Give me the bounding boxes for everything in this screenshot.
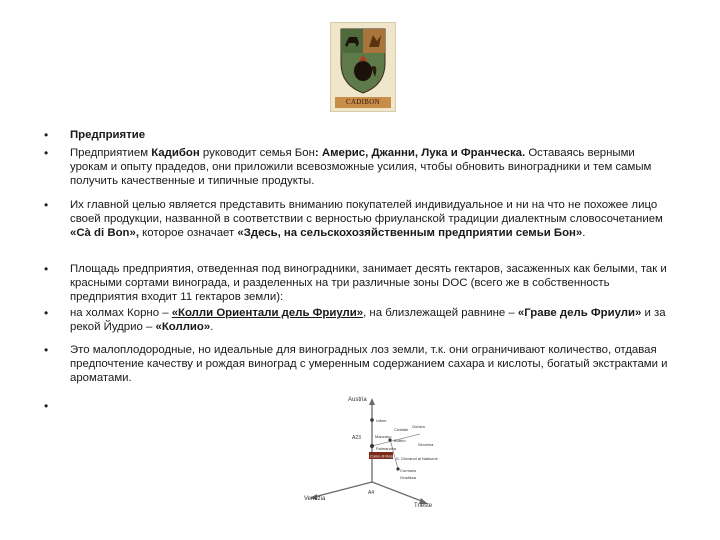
text-span: . [210, 321, 214, 334]
text-bold: «Здесь, на сельскохозяйственным предприятии семьи Бон» [237, 227, 583, 240]
text-bold: «Cà di Bon», [70, 227, 139, 240]
logo-caption: CADIBON [335, 97, 391, 108]
town-dot [370, 444, 374, 448]
label-manzano: Manzano [375, 434, 392, 439]
coat-of-arms-icon [331, 23, 395, 99]
arrow-north-icon [369, 398, 375, 405]
label-cividale: Cividale [394, 427, 409, 432]
label-gradisca: Gradisca [400, 475, 417, 480]
text-span: Оставаясь верными урокам и опыту прадедов, они приложили всевозможные усилия, чтобы обновить виноградники и тем самым получить качественные и типичные продукты. [70, 147, 652, 188]
bullet-marker: • [44, 262, 49, 276]
text-bold: «Граве дель Фриули» [517, 307, 642, 319]
text-span: , на близлежащей равнине – [363, 307, 518, 319]
cadibon-logo [330, 22, 396, 112]
road-east [372, 482, 424, 502]
bullet-marker: • [44, 198, 49, 212]
text-span: Это малоплодородные, но идеальные для виноградных лоз земли, т.к. они ограничивают количество, отдавая предпочтение качеству и рождая виноград с умеренным содержанием сахара и кислоты, богатый экстрактами и ароматами. [70, 344, 668, 385]
label-corno: Corno di Rosazzo [370, 454, 401, 459]
bullet-marker: • [44, 146, 49, 160]
label-udine: Udine [376, 418, 387, 423]
text-bold: : Америс, Джанни, Лука и Франческа. [314, 147, 526, 159]
text-span: Их главной целью является представить вниманию покупателей индивидуальное и ни на что не похожее лицо своей продукции, названной в соответствии с верностью фриуланской традиции диалектным словосочетанием [70, 199, 663, 226]
text-span: . [582, 227, 586, 240]
bullet-marker: • [44, 399, 49, 413]
text-span: которое означает [139, 227, 238, 240]
paragraph-heading [70, 128, 670, 142]
text-span: Площадь предприятия, отведенная под виноградники, занимает десять гектаров, засаженных как белыми, так и красными сортами винограда, и разделенных на три различные зоны DOC (всего же в собственность предприятия входит 11 гектаров земли): [70, 263, 667, 304]
label-a4: A4 [368, 490, 375, 496]
label-venezia: Venezia [304, 496, 326, 502]
label-slovenia: Slovenia [418, 442, 434, 447]
text-bold: «Коллио» [155, 321, 211, 334]
label-giovanni: S. Giovanni al Natisone [396, 456, 438, 461]
bullet-marker: • [44, 343, 49, 357]
town-dot [370, 418, 374, 422]
paragraph-goal [70, 198, 670, 241]
label-gorizia: Gorizia [412, 424, 425, 429]
label-austria: Austria [348, 397, 367, 403]
paragraph-zones [70, 306, 670, 334]
text-span: на холмах Корно – [70, 307, 172, 319]
text-span: руководит семья Бон [199, 147, 315, 159]
label-cormons: Cormons [400, 468, 417, 473]
label-trieste: Trieste [414, 503, 433, 509]
paragraph-area [70, 262, 670, 305]
text-span: и за рекой Йудрио – [70, 307, 666, 334]
enterprise-heading: Предприятие [70, 129, 146, 141]
paragraph-soil [70, 343, 670, 386]
label-buttrio: Buttrio [394, 438, 406, 443]
label-a23: A23 [352, 435, 361, 441]
bullet-marker: • [44, 306, 49, 320]
bullet-marker: • [44, 128, 49, 142]
text-bold: «Колли Ориентали дель Фриули» [171, 307, 364, 319]
label-palmanova: Palmanova [376, 446, 397, 451]
road-west [314, 482, 375, 497]
paragraph-family [70, 146, 670, 189]
text-span: Предприятием [70, 147, 152, 159]
location-map-diagram [300, 394, 450, 509]
text-bold: Кадибон [151, 147, 200, 159]
